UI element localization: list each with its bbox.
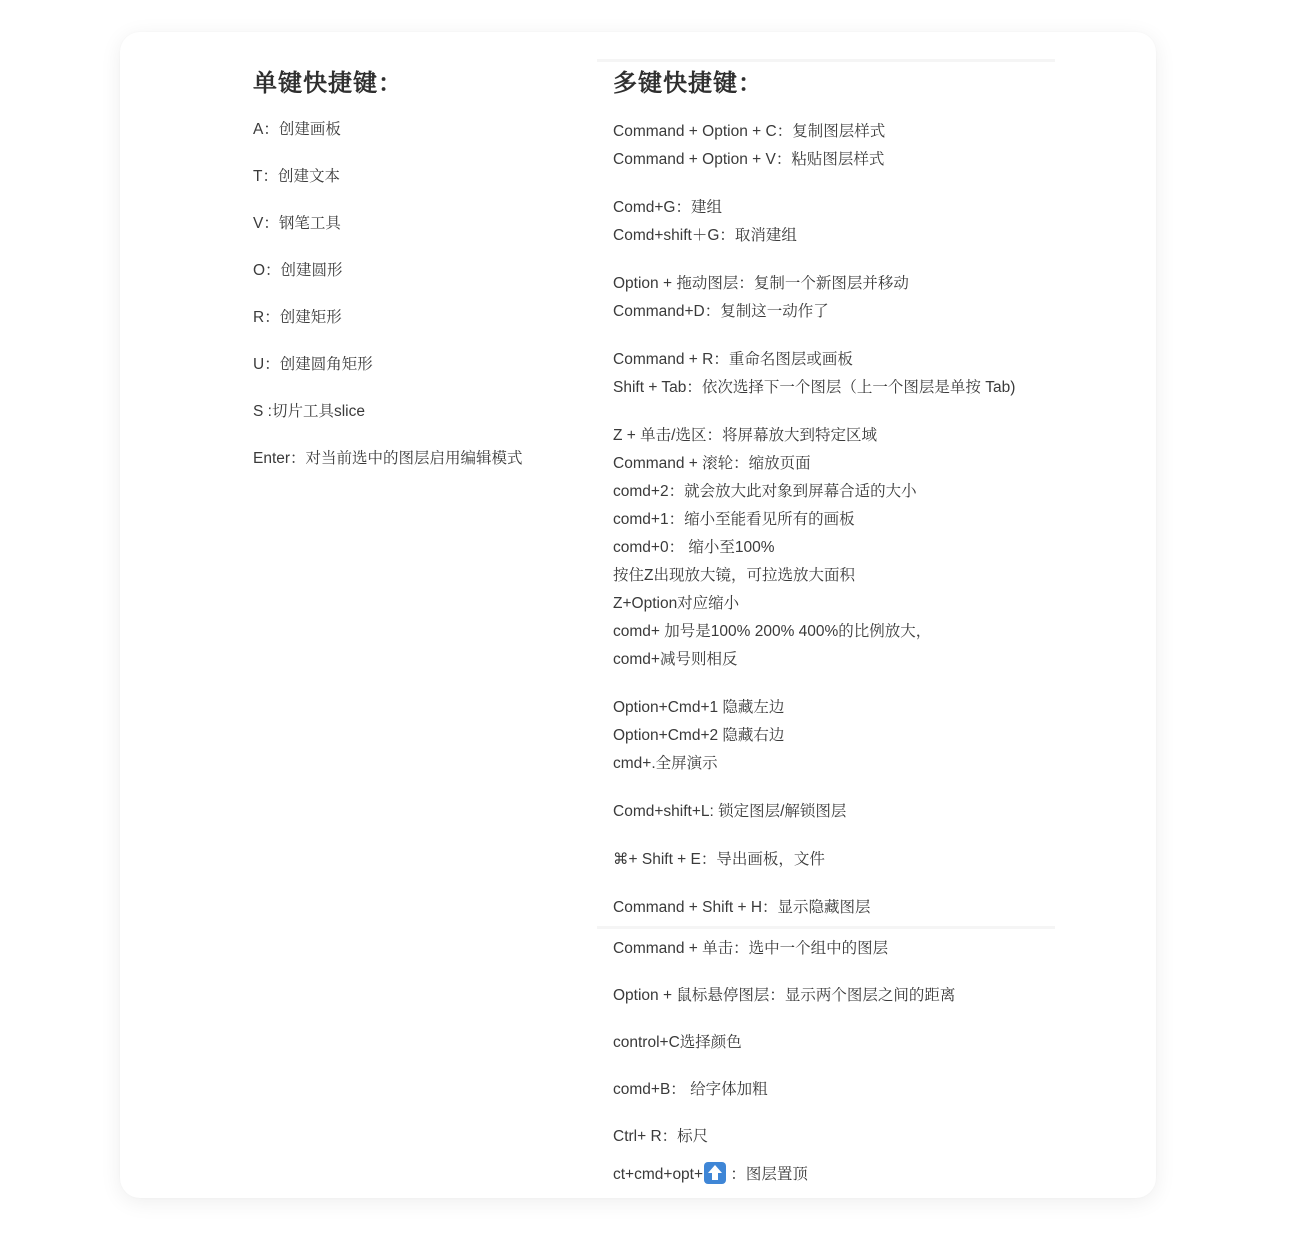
shortcut-item: cmd+.全屏演示 [613,755,718,772]
shortcut-item: V：钢笔工具 [253,215,341,232]
shortcut-item: T：创建文本 [253,168,340,185]
shortcut-item: Z + 单击/选区：将屏幕放大到特定区域 [613,427,877,444]
shortcut-item: Option + 拖动图层：复制一个新图层并移动 [613,275,909,292]
shortcut-card [120,32,1156,1198]
shortcut-item: comd+B： 给字体加粗 [613,1081,768,1098]
shortcut-item: Comd+G：建组 [613,199,722,216]
shortcut-item: Comd+shift＋G：取消建组 [613,227,797,244]
shortcut-item: Command + R：重命名图层或画板 [613,351,853,368]
shortcut-item: comd+1：缩小至能看见所有的画板 [613,511,855,528]
shortcut-item: U：创建圆角矩形 [253,356,373,373]
up-arrow-icon [704,1162,726,1184]
shortcut-item: Shift + Tab：依次选择下一个图层（上一个图层是单按 Tab) [613,379,1016,396]
single-key-title: 单键快捷键： [253,70,403,97]
shortcut-item: Command+D：复制这一动作了 [613,303,829,320]
shortcut-item: Z+Option对应缩小 [613,595,740,612]
shortcut-item: S :切片工具slice [253,403,365,420]
shortcut-item: Command + 滚轮：缩放页面 [613,455,811,472]
shortcut-item: comd+ 加号是100% 200% 400%的比例放大， [613,623,932,640]
shortcut-item: O：创建圆形 [253,262,343,279]
shortcut-item: comd+0： 缩小至100% [613,539,775,556]
shortcut-item: Command + 单击：选中一个组中的图层 [613,940,889,957]
shortcut-item: ⌘+ Shift + E：导出画板，文件 [613,851,825,868]
multi-key-title: 多键快捷键： [613,70,763,97]
shortcut-item: Command + Shift + H：显示隐藏图层 [613,899,871,916]
shortcut-item: Option+Cmd+1 隐藏左边 [613,699,785,716]
shortcut-item: Command + Option + V：粘贴图层样式 [613,151,885,168]
shortcut-item: Option + 鼠标悬停图层：显示两个图层之间的距离 [613,987,956,1004]
shortcut-item-layer-top [613,1162,808,1185]
shortcut-item: Enter：对当前选中的图层启用编辑模式 [253,450,523,467]
shortcut-item: control+C选择颜色 [613,1034,742,1051]
last-item-prefix: ct+cmd+opt+ [613,1166,704,1183]
shortcut-item: R：创建矩形 [253,309,342,326]
shortcut-item: Comd+shift+L: 锁定图层/解锁图层 [613,803,847,820]
shortcut-item: Command + Option + C：复制图层样式 [613,123,886,140]
shortcut-item: Ctrl+ R：标尺 [613,1128,709,1145]
last-item-suffix: ：图层置顶 [726,1166,808,1183]
shortcut-item: 按住Z出现放大镜，可拉选放大面积 [613,567,855,584]
shortcut-item: A：创建画板 [253,121,341,138]
shortcut-item: Option+Cmd+2 隐藏右边 [613,727,785,744]
shortcut-item: comd+2：就会放大此对象到屏幕合适的大小 [613,483,917,500]
shortcut-item: comd+减号则相反 [613,651,738,668]
